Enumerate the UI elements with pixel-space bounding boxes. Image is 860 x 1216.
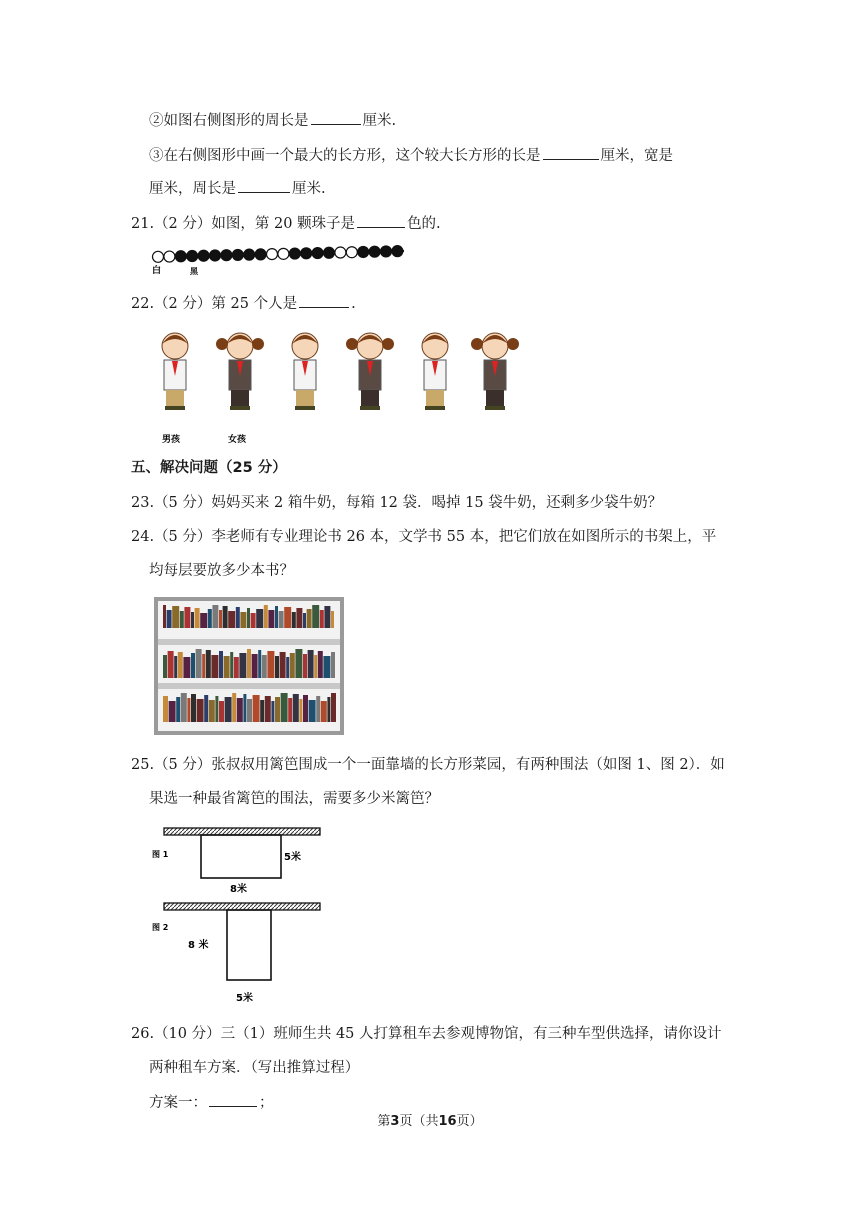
q23-text: 23.（5 分）妈妈买来 2 箱牛奶，每箱 12 袋．喝掉 15 袋牛奶，还剩多少袋牛奶？ [131, 495, 663, 511]
book-spine [202, 654, 205, 678]
book-spine [295, 649, 302, 678]
book-spine [316, 696, 320, 722]
book-spine [239, 653, 246, 678]
book-spine [265, 696, 271, 722]
bead-black [381, 246, 392, 257]
boy-figure [422, 333, 448, 410]
book-spine [212, 605, 218, 628]
bead-black [221, 250, 232, 261]
book-spine [331, 693, 336, 722]
book-spine [252, 654, 258, 678]
book-spine [284, 607, 291, 628]
book-spine [247, 699, 252, 722]
book-spine [174, 656, 177, 678]
answer-blank[interactable] [238, 178, 290, 193]
book-spine [286, 657, 289, 678]
book-spine [195, 608, 200, 628]
book-spine [314, 655, 317, 678]
q21-text [131, 213, 441, 234]
book-spine [219, 610, 222, 628]
book-spine [321, 701, 327, 722]
book-spine [292, 612, 296, 628]
book-spine [196, 649, 202, 678]
bead-black [324, 247, 335, 258]
page-number: 3 [390, 1114, 400, 1129]
book-spine [318, 651, 323, 678]
bead-black [187, 251, 198, 262]
answer-blank[interactable] [543, 145, 599, 160]
fig2-label: 图 2 [152, 923, 169, 932]
book-spine [236, 607, 240, 628]
book-spine [307, 609, 312, 628]
bead-black [312, 248, 323, 259]
children-row-figure [150, 320, 520, 450]
total-pages: 16 [438, 1114, 457, 1129]
bead-black [232, 249, 243, 260]
q20-part3 [149, 145, 673, 166]
label-boy: 男孩 [162, 435, 181, 445]
bead-white [335, 247, 346, 258]
book-spine [184, 607, 190, 628]
book-spine [324, 606, 330, 628]
book-spine [167, 610, 172, 628]
book-spine [224, 656, 230, 678]
plan1-label: 方案一： [149, 1095, 207, 1111]
bead-white [153, 251, 164, 262]
book-spine [271, 701, 274, 722]
book-spine [275, 656, 279, 678]
book-spine [247, 649, 251, 678]
book-spine [281, 693, 288, 722]
q26-line2: 两种租车方案．（写出推算过程） [149, 1060, 360, 1076]
book-spine [197, 699, 204, 722]
book-spine [176, 697, 180, 722]
book-spine [303, 613, 306, 628]
book-spine [191, 694, 196, 722]
book-spine [168, 651, 174, 678]
book-spine [208, 609, 212, 628]
fig1-width-label: 8米 [230, 884, 247, 895]
book-spine [243, 694, 246, 722]
answer-blank[interactable] [299, 293, 349, 308]
book-spine [303, 654, 307, 678]
book-spine [215, 696, 218, 722]
book-spine [260, 700, 264, 722]
book-spine [309, 700, 316, 722]
bead-white [346, 247, 357, 258]
book-spine [191, 612, 194, 628]
bead-black [369, 246, 380, 257]
book-spine [251, 613, 256, 628]
book-spine [219, 651, 223, 678]
label-girl: 女孩 [228, 435, 247, 445]
q20-part3-line2-a: 厘米，周长是 [149, 181, 236, 197]
garden-rect-2 [227, 910, 271, 980]
book-spine [320, 610, 324, 628]
book-spine [262, 655, 267, 678]
bead-black [244, 249, 255, 260]
bead-black [289, 248, 300, 259]
book-spine [211, 655, 218, 678]
answer-blank[interactable] [311, 110, 361, 125]
bead-black [301, 248, 312, 259]
q22-prefix: 22.（2 分）第 25 个人是 [131, 296, 298, 312]
book-spine [323, 656, 330, 678]
q22-suffix: . [351, 296, 356, 312]
bead-white [278, 248, 289, 259]
q20-part2-text: ②如图右侧图形的周长是 [149, 113, 309, 129]
book-spine [237, 698, 243, 722]
book-spine [275, 697, 280, 722]
answer-blank[interactable] [357, 213, 405, 228]
book-spine [303, 695, 308, 722]
book-spine [293, 694, 299, 722]
q20-part3-mid: 厘米，宽是 [600, 148, 673, 164]
book-spine [299, 699, 302, 722]
book-spine [290, 653, 295, 678]
book-spine [275, 606, 278, 628]
q20-part3-line2 [149, 178, 326, 199]
book-spine [331, 652, 335, 678]
book-spine [228, 611, 235, 628]
bead-black [210, 250, 221, 261]
footer-b: 页（共 [399, 1114, 439, 1129]
book-spine [288, 698, 292, 722]
bead-black [358, 246, 369, 257]
fence-diagrams [150, 823, 330, 1008]
bead-black [198, 250, 209, 261]
book-spine [200, 613, 207, 628]
book-spine [178, 652, 183, 678]
q21-prefix: 21.（2 分）如图，第 20 颗珠子是 [131, 216, 356, 232]
book-spine [204, 695, 208, 722]
book-spine [232, 693, 236, 722]
book-spine [181, 693, 187, 722]
book-spine [163, 605, 166, 628]
book-spine [169, 701, 176, 722]
book-spine [312, 605, 319, 628]
q20-part2 [149, 110, 396, 131]
bead-black [392, 246, 403, 257]
book-spine [308, 650, 314, 678]
book-spine [296, 608, 302, 628]
bead-label-black: 黑 [190, 267, 198, 276]
book-spine [234, 657, 239, 678]
answer-blank[interactable] [209, 1092, 257, 1107]
q24-line2: 均每层要放多少本书？ [149, 563, 294, 579]
footer-c: 页） [456, 1114, 483, 1129]
q24-line1: 24.（5 分）李老师有专业理论书 26 本，文学书 55 本，把它们放在如图所示的书架上，平 [131, 529, 717, 545]
book-spine [163, 655, 167, 678]
fig2-width-label: 5米 [236, 993, 253, 1004]
girl-figure [471, 333, 519, 410]
book-spine [327, 697, 330, 722]
book-spine [268, 610, 274, 628]
wall-1 [164, 828, 320, 835]
book-spine [223, 606, 228, 628]
book-spine [163, 696, 168, 722]
book-spine [264, 605, 268, 628]
book-spine [247, 608, 250, 628]
q25-line2: 果选一种最省篱笆的围法，需要多少米篱笆？ [149, 791, 439, 807]
girl-figure [346, 333, 394, 410]
garden-rect-1 [201, 835, 281, 878]
book-spine [267, 651, 274, 678]
book-spine [240, 612, 246, 628]
q21-suffix: 色的. [407, 216, 441, 232]
fig1-label: 图 1 [152, 850, 169, 859]
footer-a: 第 [377, 1114, 391, 1129]
bead-label-white: 白 [152, 266, 162, 276]
wall-2 [164, 903, 320, 910]
book-spine [280, 652, 286, 678]
book-spine [219, 701, 224, 722]
q25-line1: 25.（5 分）张叔叔用篱笆围成一个一面靠墙的长方形菜园，有两种围法（如图 1、图 2）．如 [131, 757, 725, 773]
book-spine [172, 606, 179, 628]
boy-figure [162, 333, 188, 410]
section-title: 五、解决问题（25 分） [131, 460, 287, 476]
book-spine [225, 697, 232, 722]
book-spine [206, 650, 211, 678]
bookshelf-figure [153, 596, 345, 736]
page-footer [0, 1110, 860, 1129]
bead-white [164, 251, 175, 262]
fig2-height-label: 8 米 [188, 940, 209, 951]
book-spine [187, 698, 190, 722]
bead-string-figure [150, 243, 410, 277]
bead-white [267, 249, 278, 260]
book-spine [331, 611, 334, 628]
book-spine [180, 611, 184, 628]
plan1-suffix: ； [259, 1095, 274, 1111]
book-spine [256, 609, 263, 628]
q20-part3-text: ③在右侧图形中画一个最大的长方形，这个较大长方形的长是 [149, 148, 541, 164]
bead-black [255, 249, 266, 260]
q26-line1: 26.（10 分）三（1）班师生共 45 人打算租车去参观博物馆，有三种车型供选择，请你设计 [131, 1026, 722, 1042]
book-spine [191, 653, 195, 678]
girl-figure [216, 333, 264, 410]
book-spine [209, 700, 215, 722]
book-spine [279, 611, 284, 628]
bead-black [175, 251, 186, 262]
book-spine [230, 652, 233, 678]
book-spine [258, 650, 261, 678]
book-spine [183, 657, 190, 678]
book-spine [253, 695, 260, 722]
boy-figure [292, 333, 318, 410]
q20-part3-line2-b: 厘米. [292, 181, 326, 197]
q22-text [131, 293, 356, 314]
q20-part2-unit: 厘米. [362, 113, 397, 129]
fig1-height-label: 5米 [284, 852, 301, 863]
